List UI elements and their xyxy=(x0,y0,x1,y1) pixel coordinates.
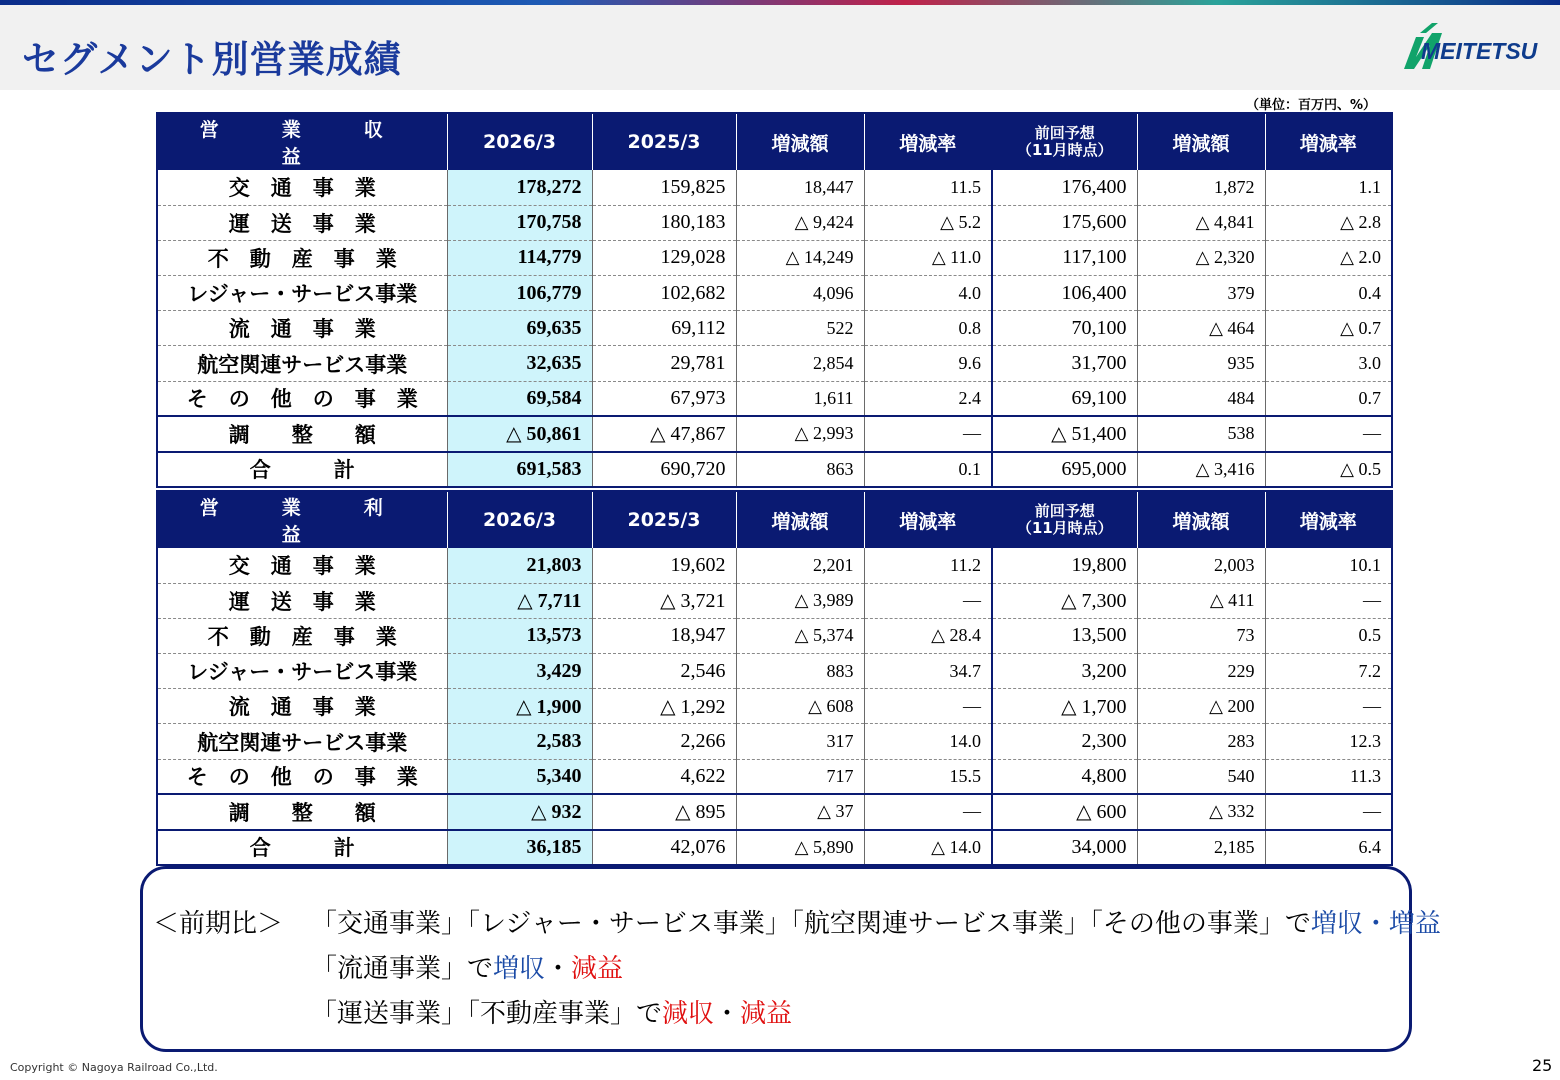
note-line-3-revenue: 減収 xyxy=(662,999,715,1029)
comparison-note-box xyxy=(140,866,1441,1052)
forecast-change-amount: △ 4,841 xyxy=(1137,205,1265,240)
table-row xyxy=(157,759,1392,794)
table-row xyxy=(157,346,1392,381)
previous-year-value: 18,947 xyxy=(592,618,736,653)
note-line-3-separator: ・ xyxy=(714,999,741,1029)
forecast-change-rate: — xyxy=(1265,416,1392,451)
note-line-1-profit: 増益 xyxy=(1388,909,1441,939)
current-year-value: △ 7,711 xyxy=(447,583,592,618)
note-line-3-profit: 減益 xyxy=(740,999,793,1029)
previous-year-value: 4,622 xyxy=(592,759,736,794)
forecast-change-amount: 540 xyxy=(1137,759,1265,794)
change-amount: 2,201 xyxy=(736,548,864,583)
note-line-2 xyxy=(311,948,623,985)
table-row xyxy=(157,689,1392,724)
copyright-text: Copyright © Nagoya Railroad Co.,Ltd. xyxy=(10,1061,218,1074)
unit-note: （単位：百万円、%） xyxy=(1246,98,1377,113)
previous-forecast: △ 600 xyxy=(992,794,1137,829)
change-rate: △ 28.4 xyxy=(864,618,992,653)
previous-forecast: 13,500 xyxy=(992,618,1137,653)
previous-year-value: △ 895 xyxy=(592,794,736,829)
forecast-change-amount: △ 332 xyxy=(1137,794,1265,829)
previous-year-value: 690,720 xyxy=(592,452,736,487)
current-year-value: 3,429 xyxy=(447,654,592,689)
current-year-value: △ 50,861 xyxy=(447,416,592,451)
forecast-change-amount: △ 464 xyxy=(1137,311,1265,346)
note-line-1-separator: ・ xyxy=(1362,909,1389,939)
change-amount: 18,447 xyxy=(736,170,864,205)
forecast-change-rate: 10.1 xyxy=(1265,548,1392,583)
forecast-change-rate: 11.3 xyxy=(1265,759,1392,794)
table-row xyxy=(157,416,1392,451)
change-rate: 4.0 xyxy=(864,276,992,311)
note-line-1-text: 「交通事業」「レジャー・サービス事業」「航空関連サービス事業」「その他の事業」で xyxy=(311,909,1311,939)
segment-name: 調 整 額 xyxy=(157,416,447,451)
forecast-change-rate: 0.7 xyxy=(1265,381,1392,416)
table-header-row xyxy=(157,491,1392,548)
change-rate: — xyxy=(864,583,992,618)
note-line-3 xyxy=(311,993,792,1030)
column-header-change-amount: 増減額 xyxy=(736,113,864,170)
forecast-change-rate: — xyxy=(1265,794,1392,829)
current-year-value: △ 1,900 xyxy=(447,689,592,724)
change-rate: △ 14.0 xyxy=(864,830,992,865)
segment-name: 流 通 事 業 xyxy=(157,311,447,346)
current-year-value: 2,583 xyxy=(447,724,592,759)
segment-name: 合 計 xyxy=(157,830,447,865)
previous-year-value: 69,112 xyxy=(592,311,736,346)
change-rate: 0.8 xyxy=(864,311,992,346)
forecast-change-rate: 0.5 xyxy=(1265,618,1392,653)
forecast-change-amount: 229 xyxy=(1137,654,1265,689)
forecast-label: 前回予想 xyxy=(1034,124,1095,142)
segment-name: 調 整 額 xyxy=(157,794,447,829)
previous-year-value: 129,028 xyxy=(592,240,736,275)
table-row xyxy=(157,830,1392,865)
forecast-change-amount: 73 xyxy=(1137,618,1265,653)
note-line-2-separator: ・ xyxy=(545,954,572,984)
change-rate: 2.4 xyxy=(864,381,992,416)
forecast-change-rate: △ 0.5 xyxy=(1265,452,1392,487)
change-amount: 717 xyxy=(736,759,864,794)
table-row xyxy=(157,276,1392,311)
operating-profit-table xyxy=(156,490,1393,866)
previous-forecast: △ 51,400 xyxy=(992,416,1137,451)
forecast-change-rate: 12.3 xyxy=(1265,724,1392,759)
change-rate: — xyxy=(864,689,992,724)
forecast-change-rate: 1.1 xyxy=(1265,170,1392,205)
forecast-change-amount: 379 xyxy=(1137,276,1265,311)
table-row xyxy=(157,240,1392,275)
note-label: ＜前期比＞ xyxy=(153,909,284,939)
previous-forecast: 4,800 xyxy=(992,759,1137,794)
column-header-current-year: 2026/3 xyxy=(447,491,592,548)
column-header-forecast-change-amount: 増減額 xyxy=(1137,491,1265,548)
note-line-1-revenue: 増収 xyxy=(1310,909,1363,939)
current-year-value: 13,573 xyxy=(447,618,592,653)
column-header-change-rate: 増減率 xyxy=(864,491,992,548)
forecast-label: 前回予想 xyxy=(1034,502,1095,520)
change-amount: 1,611 xyxy=(736,381,864,416)
segment-name: レジャー・サービス事業 xyxy=(157,654,447,689)
table-row xyxy=(157,205,1392,240)
previous-year-value: 67,973 xyxy=(592,381,736,416)
table-row xyxy=(157,381,1392,416)
change-amount: 4,096 xyxy=(736,276,864,311)
column-header-segment: 営 業 収 益 xyxy=(157,113,447,170)
change-amount: 883 xyxy=(736,654,864,689)
segment-name: 交 通 事 業 xyxy=(157,170,447,205)
forecast-date-label: （11月時点） xyxy=(1016,519,1113,537)
forecast-change-rate: — xyxy=(1265,583,1392,618)
change-amount: 863 xyxy=(736,452,864,487)
column-header-segment: 営 業 利 益 xyxy=(157,491,447,548)
table-row xyxy=(157,618,1392,653)
segment-name: 運 送 事 業 xyxy=(157,205,447,240)
forecast-change-amount: 484 xyxy=(1137,381,1265,416)
forecast-change-amount: 2,003 xyxy=(1137,548,1265,583)
forecast-change-rate: △ 2.8 xyxy=(1265,205,1392,240)
table-row xyxy=(157,724,1392,759)
change-rate: 34.7 xyxy=(864,654,992,689)
change-rate: — xyxy=(864,794,992,829)
forecast-change-amount: △ 2,320 xyxy=(1137,240,1265,275)
previous-forecast: 175,600 xyxy=(992,205,1137,240)
note-line-2-revenue: 増収 xyxy=(493,954,546,984)
logo-text: MEITETSU xyxy=(1421,38,1538,64)
table-row xyxy=(157,654,1392,689)
segment-name: そ の 他 の 事 業 xyxy=(157,381,447,416)
previous-forecast: 34,000 xyxy=(992,830,1137,865)
previous-forecast: 106,400 xyxy=(992,276,1137,311)
forecast-change-rate: △ 2.0 xyxy=(1265,240,1392,275)
change-amount: △ 5,374 xyxy=(736,618,864,653)
change-amount: △ 5,890 xyxy=(736,830,864,865)
previous-year-value: △ 3,721 xyxy=(592,583,736,618)
table-row xyxy=(157,583,1392,618)
change-amount: △ 37 xyxy=(736,794,864,829)
change-rate: 14.0 xyxy=(864,724,992,759)
column-header-previous-year: 2025/3 xyxy=(592,491,736,548)
change-rate: 11.5 xyxy=(864,170,992,205)
previous-year-value: 159,825 xyxy=(592,170,736,205)
note-line-2-profit: 減益 xyxy=(571,954,624,984)
segment-name: 運 送 事 業 xyxy=(157,583,447,618)
forecast-change-rate: 0.4 xyxy=(1265,276,1392,311)
change-rate: △ 5.2 xyxy=(864,205,992,240)
forecast-change-rate: △ 0.7 xyxy=(1265,311,1392,346)
previous-forecast: 31,700 xyxy=(992,346,1137,381)
note-line-2-text: 「流通事業」で xyxy=(311,954,494,984)
page-number: 25 xyxy=(1532,1056,1553,1075)
current-year-value: 170,758 xyxy=(447,205,592,240)
change-amount: 522 xyxy=(736,311,864,346)
forecast-change-amount: 283 xyxy=(1137,724,1265,759)
change-amount: △ 9,424 xyxy=(736,205,864,240)
segment-name: 航空関連サービス事業 xyxy=(157,724,447,759)
column-header-forecast-change-rate: 増減率 xyxy=(1265,491,1392,548)
change-rate: — xyxy=(864,416,992,451)
table-row xyxy=(157,170,1392,205)
previous-year-value: △ 47,867 xyxy=(592,416,736,451)
segment-name: レジャー・サービス事業 xyxy=(157,276,447,311)
previous-forecast: 695,000 xyxy=(992,452,1137,487)
forecast-change-amount: 935 xyxy=(1137,346,1265,381)
forecast-change-rate: 7.2 xyxy=(1265,654,1392,689)
current-year-value: 106,779 xyxy=(447,276,592,311)
segment-name: 交 通 事 業 xyxy=(157,548,447,583)
current-year-value: 69,584 xyxy=(447,381,592,416)
previous-year-value: 29,781 xyxy=(592,346,736,381)
segment-name: そ の 他 の 事 業 xyxy=(157,759,447,794)
change-amount: △ 3,989 xyxy=(736,583,864,618)
previous-forecast: 3,200 xyxy=(992,654,1137,689)
column-header-current-year: 2026/3 xyxy=(447,113,592,170)
column-header-forecast-change-rate: 増減率 xyxy=(1265,113,1392,170)
change-amount: △ 14,249 xyxy=(736,240,864,275)
forecast-change-amount: 2,185 xyxy=(1137,830,1265,865)
current-year-value: 5,340 xyxy=(447,759,592,794)
current-year-value: 69,635 xyxy=(447,311,592,346)
forecast-change-amount: △ 411 xyxy=(1137,583,1265,618)
forecast-change-amount: 538 xyxy=(1137,416,1265,451)
change-rate: 11.2 xyxy=(864,548,992,583)
operating-revenue-table xyxy=(156,112,1393,488)
note-line-1 xyxy=(311,903,1441,940)
previous-forecast: 2,300 xyxy=(992,724,1137,759)
column-header-change-amount: 増減額 xyxy=(736,491,864,548)
forecast-change-rate: 6.4 xyxy=(1265,830,1392,865)
page-title: セグメント別営業成績 xyxy=(22,38,402,81)
column-header-previous-forecast xyxy=(992,491,1137,548)
column-header-previous-year: 2025/3 xyxy=(592,113,736,170)
previous-forecast: 69,100 xyxy=(992,381,1137,416)
change-amount: 2,854 xyxy=(736,346,864,381)
column-header-previous-forecast xyxy=(992,113,1137,170)
current-year-value: 114,779 xyxy=(447,240,592,275)
segment-name: 不 動 産 事 業 xyxy=(157,240,447,275)
previous-forecast: 70,100 xyxy=(992,311,1137,346)
current-year-value: 36,185 xyxy=(447,830,592,865)
table-row xyxy=(157,311,1392,346)
segment-name: 航空関連サービス事業 xyxy=(157,346,447,381)
forecast-change-amount: 1,872 xyxy=(1137,170,1265,205)
table-row xyxy=(157,452,1392,487)
forecast-change-amount: △ 200 xyxy=(1137,689,1265,724)
current-year-value: 32,635 xyxy=(447,346,592,381)
change-rate: △ 11.0 xyxy=(864,240,992,275)
previous-year-value: 2,266 xyxy=(592,724,736,759)
change-rate: 0.1 xyxy=(864,452,992,487)
current-year-value: 21,803 xyxy=(447,548,592,583)
forecast-change-rate: — xyxy=(1265,689,1392,724)
previous-year-value: △ 1,292 xyxy=(592,689,736,724)
current-year-value: △ 932 xyxy=(447,794,592,829)
table-row xyxy=(157,548,1392,583)
previous-year-value: 42,076 xyxy=(592,830,736,865)
forecast-change-amount: △ 3,416 xyxy=(1137,452,1265,487)
column-header-change-rate: 増減率 xyxy=(864,113,992,170)
previous-year-value: 180,183 xyxy=(592,205,736,240)
forecast-change-rate: 3.0 xyxy=(1265,346,1392,381)
change-amount: 317 xyxy=(736,724,864,759)
previous-year-value: 102,682 xyxy=(592,276,736,311)
table-header-row xyxy=(157,113,1392,170)
column-header-forecast-change-amount: 増減額 xyxy=(1137,113,1265,170)
forecast-date-label: （11月時点） xyxy=(1016,141,1113,159)
current-year-value: 178,272 xyxy=(447,170,592,205)
current-year-value: 691,583 xyxy=(447,452,592,487)
previous-forecast: 19,800 xyxy=(992,548,1137,583)
change-amount: △ 2,993 xyxy=(736,416,864,451)
previous-forecast: 176,400 xyxy=(992,170,1137,205)
previous-year-value: 2,546 xyxy=(592,654,736,689)
page-header xyxy=(0,5,1560,90)
change-rate: 9.6 xyxy=(864,346,992,381)
change-rate: 15.5 xyxy=(864,759,992,794)
note-line-3-text: 「運送事業」「不動産事業」で xyxy=(311,999,663,1029)
table-row xyxy=(157,794,1392,829)
segment-name: 流 通 事 業 xyxy=(157,689,447,724)
change-amount: △ 608 xyxy=(736,689,864,724)
previous-year-value: 19,602 xyxy=(592,548,736,583)
previous-forecast: △ 7,300 xyxy=(992,583,1137,618)
segment-name: 合 計 xyxy=(157,452,447,487)
previous-forecast: △ 1,700 xyxy=(992,689,1137,724)
previous-forecast: 117,100 xyxy=(992,240,1137,275)
segment-name: 不 動 産 事 業 xyxy=(157,618,447,653)
